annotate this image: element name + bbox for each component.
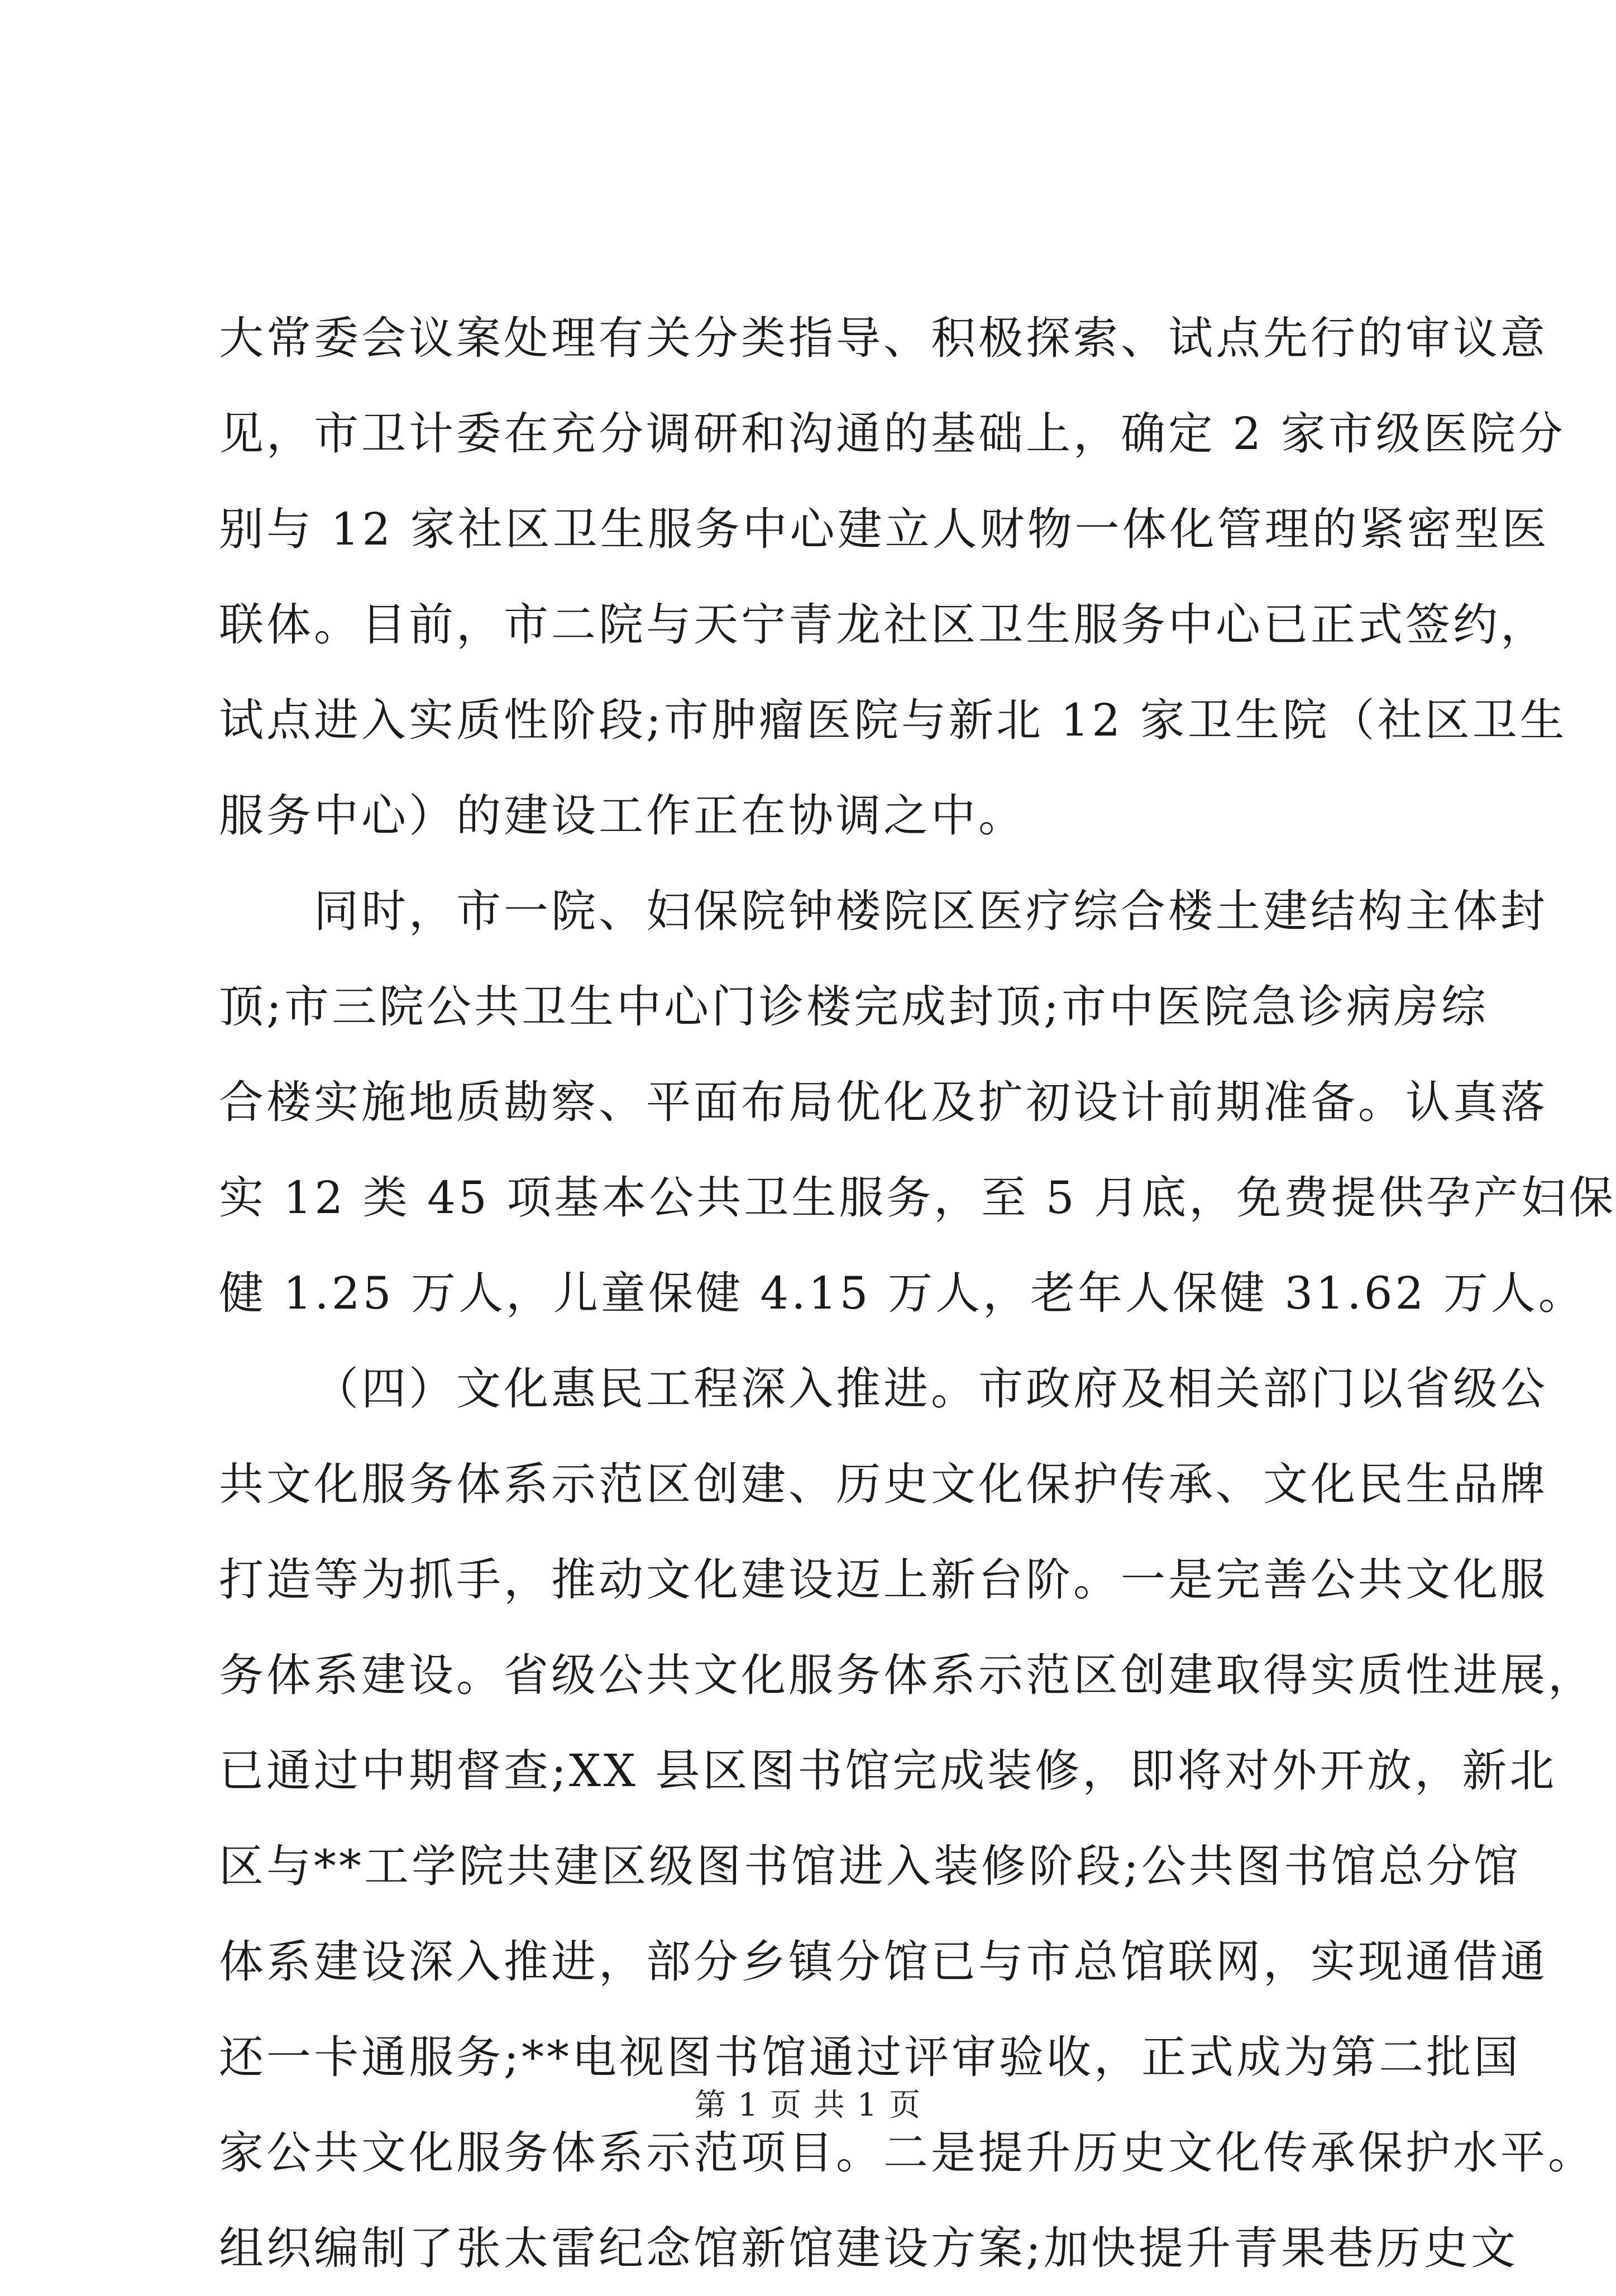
text-line: 打造等为抓手，推动文化建设迈上新台阶。一是完善公共文化服 xyxy=(219,1554,1548,1606)
text-line: 顶;市三院公共卫生中心门诊楼完成封顶;市中医院急诊病房综 xyxy=(219,981,1489,1033)
text-line: 家公共文化服务体系示范项目。二是提升历史文化传承保护水平。 xyxy=(219,2127,1595,2179)
text-line: 区与**工学院共建区级图书馆进入装修阶段;公共图书馆总分馆 xyxy=(219,1840,1521,1892)
text-line: 健 1.25 万人，儿童保健 4.15 万人，老年人保健 31.62 万人。 xyxy=(219,1267,1586,1319)
paragraph-first-line: 同时，市一院、妇保院钟楼院区医疗综合楼土建结构主体封 xyxy=(314,885,1548,937)
text-line: 组织编制了张太雷纪念馆新馆建设方案;加快提升青果巷历史文 xyxy=(219,2222,1518,2274)
text-line: 共文化服务体系示范区创建、历史文化保护传承、文化民生品牌 xyxy=(219,1458,1548,1510)
document-body xyxy=(219,290,1616,2296)
text-line: 试点进入实质性阶段;市肿瘤医院与新北 12 家卫生院（社区卫生 xyxy=(219,694,1567,746)
text-line: 大常委会议案处理有关分类指导、积极探索、试点先行的审议意 xyxy=(219,312,1548,364)
text-line: 实 12 类 45 项基本公共卫生服务，至 5 月底，免费提供孕产妇保 xyxy=(219,1172,1616,1224)
text-line: 务体系建设。省级公共文化服务体系示范区创建取得实质性进展， xyxy=(219,1649,1595,1701)
section-heading-line: （四）文化惠民工程深入推进。市政府及相关部门以省级公 xyxy=(314,1363,1548,1415)
text-line: 体系建设深入推进，部分乡镇分馆已与市总馆联网，实现通借通 xyxy=(219,1936,1548,1988)
text-line: 别与 12 家社区卫生服务中心建立人财物一体化管理的紧密型医 xyxy=(219,503,1550,555)
text-line: 已通过中期督查;XX 县区图书馆完成装修，即将对外开放，新北 xyxy=(219,1745,1557,1797)
page-number-footer: 第 1 页 共 1 页 xyxy=(694,2087,922,2123)
text-line: 合楼实施地质勘察、平面布局优化及扩初设计前期准备。认真落 xyxy=(219,1076,1548,1128)
text-line: 联体。目前，市二院与天宁青龙社区卫生服务中心已正式签约， xyxy=(219,599,1548,651)
text-line: 还一卡通服务;**电视图书馆通过评审验收，正式成为第二批国 xyxy=(219,2031,1521,2083)
text-line: 见，市卫计委在充分调研和沟通的基础上，确定 2 家市级医院分 xyxy=(219,408,1566,460)
text-line: 服务中心）的建设工作正在协调之中。 xyxy=(219,790,1026,842)
